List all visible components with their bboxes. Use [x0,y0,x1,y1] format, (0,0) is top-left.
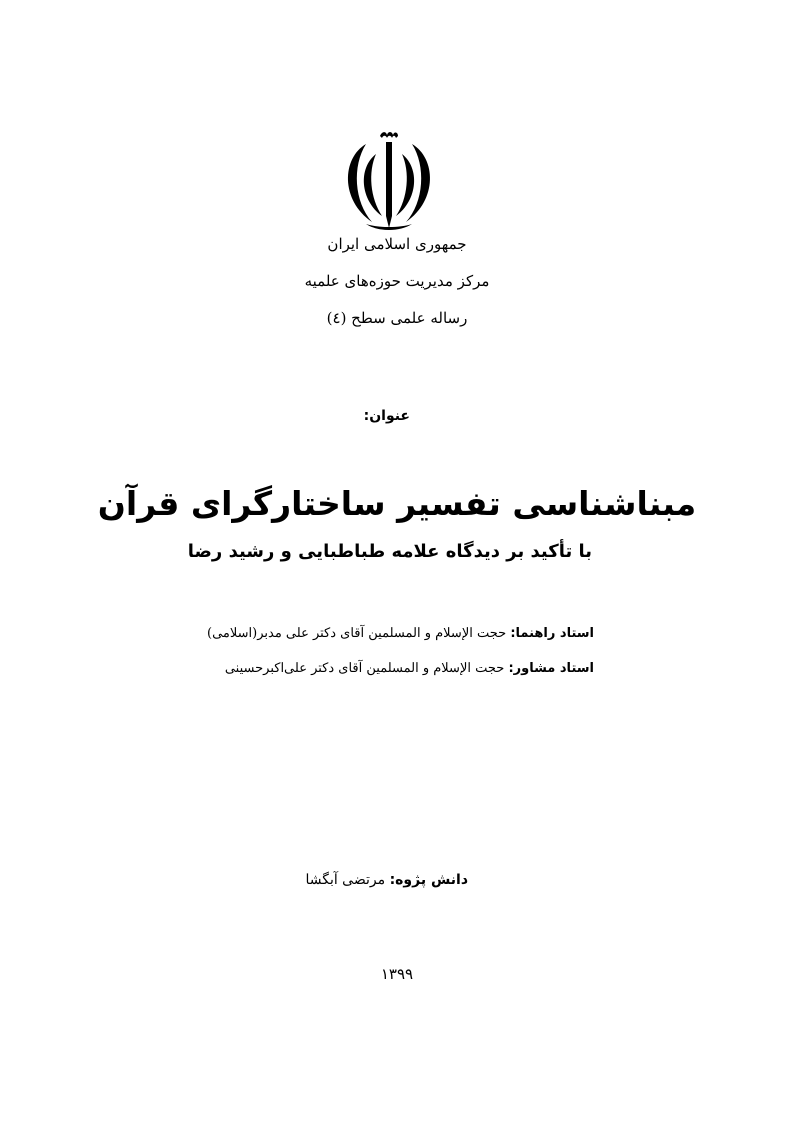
supervisor-name: حجت الإسلام و المسلمین آقای دکتر علی مدبر(اسلامی) [207,626,511,641]
thesis-level: رساله علمی سطح (٤) [326,309,468,327]
iran-emblem-icon [336,130,442,232]
advisor-role: استاد مشاور: [508,661,594,676]
year: ۱۳۹۹ [380,965,414,983]
organization-name: مرکز مدیریت حوزه‌های علمیه [304,272,490,290]
thesis-subtitle: با تأکید بر دیدگاه علامه طباطبایی و رشید رضا [187,541,592,562]
researcher-line [305,872,468,888]
researcher-role: دانش پژوه: [389,872,468,888]
supervisor-line [207,626,594,641]
advisor-line [225,661,594,676]
subject-label: عنوان: [363,408,410,424]
thesis-title: مبناشناسی تفسیر ساختارگرای قرآن [97,484,697,523]
supervisor-role: استاد راهنما: [510,626,594,641]
country-name: جمهوری اسلامی ایران [327,235,467,253]
researcher-name: مرتضی آبگشا [305,872,390,888]
advisor-name: حجت الإسلام و المسلمین آقای دکتر علی‌اکبرحسینی [224,661,509,676]
